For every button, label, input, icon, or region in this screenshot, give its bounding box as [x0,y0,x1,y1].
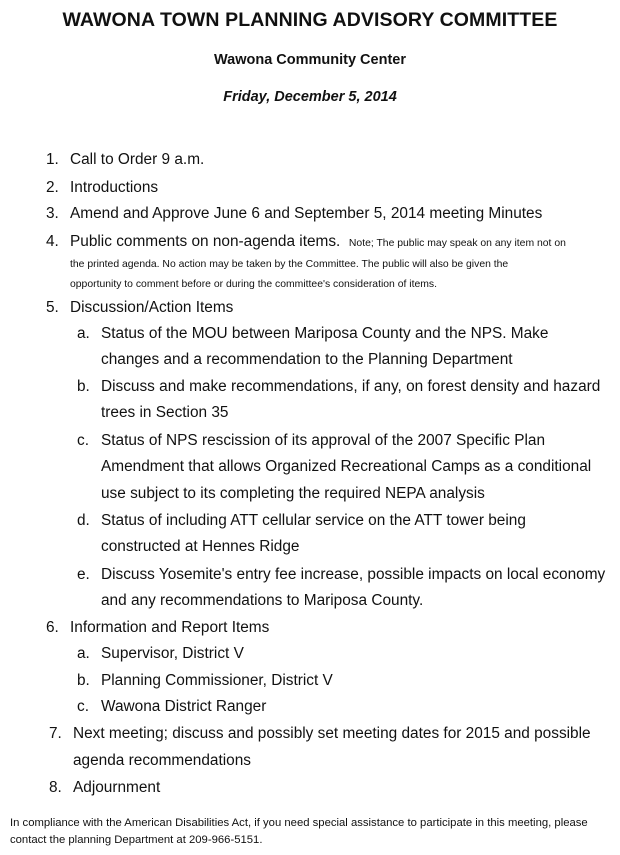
report-item-supervisor: Supervisor, District V [101,645,244,662]
discussion-item-nps-rescission-line-2: Amendment that allows Organized Recreational Camps as a conditional [101,458,592,475]
agenda-item-next-meeting-line-2: agenda recommendations [73,752,251,769]
item-number: 8. [49,779,62,796]
agenda-item-introductions: Introductions [70,179,159,196]
ada-notice-contact: contact the planning Department at 209-966-5151. [10,834,263,846]
ada-notice: In compliance with the American Disabilities Act, if you need special assistance to participate in this meeting, please [10,817,588,829]
discussion-item-forest-line-2: trees in Section 35 [101,404,229,421]
sub-item-letter: d. [77,512,90,529]
public-comments-note: Note; The public may speak on any item not on [348,238,566,249]
agenda-item-call-to-order: Call to Order 9 a.m. [70,151,205,168]
sub-item-letter: c. [77,698,89,715]
agenda-item-public-comments [70,233,566,251]
agenda-item-information: Information and Report Items [70,619,270,636]
item-number: 1. [46,151,59,168]
sub-item-letter: a. [77,325,90,342]
item-number: 2. [46,179,59,196]
discussion-item-mou-line-2: changes and a recommendation to the Planning Department [101,351,513,368]
sub-item-letter: c. [77,432,89,449]
agenda-item-next-meeting: Next meeting; discuss and possibly set meeting dates for 2015 and possible [73,725,591,742]
agenda-item-discussion: Discussion/Action Items [70,299,234,316]
discussion-item-nps-rescission: Status of NPS rescission of its approval of the 2007 Specific Plan [101,432,545,449]
sub-item-letter: e. [77,566,90,583]
sub-item-letter: b. [77,378,90,395]
meeting-venue: Wawona Community Center [213,52,406,68]
agenda-item-approve-minutes: Amend and Approve June 6 and September 5, 2014 meeting Minutes [70,205,543,222]
public-comments-note-line-2: the printed agenda. No action may be taken by the Committee. The public will also be given the [70,259,509,270]
agenda-item-adjournment: Adjournment [73,779,161,796]
discussion-item-entry-fee: Discuss Yosemite's entry fee increase, possible impacts on local economy [101,566,606,583]
discussion-item-att-line-2: constructed at Hennes Ridge [101,538,300,555]
public-comments-title: Public comments on non-agenda items. [70,233,341,250]
public-comments-note-line-3: opportunity to comment before or during the committee's consideration of items. [70,279,437,290]
item-number: 7. [49,725,62,742]
page-title: WAWONA TOWN PLANNING ADVISORY COMMITTEE [62,9,558,31]
meeting-date: Friday, December 5, 2014 [223,89,397,105]
report-item-district-ranger: Wawona District Ranger [101,698,267,715]
item-number: 5. [46,299,59,316]
discussion-item-forest: Discuss and make recommendations, if any, on forest density and hazard [101,378,601,395]
item-number: 4. [46,233,59,250]
sub-item-letter: b. [77,672,90,689]
item-number: 3. [46,205,59,222]
report-item-planning-commissioner: Planning Commissioner, District V [101,672,333,689]
item-number: 6. [46,619,59,636]
sub-item-letter: a. [77,645,90,662]
discussion-item-nps-rescission-line-3: use subject to its completing the required NEPA analysis [101,485,485,502]
discussion-item-att: Status of including ATT cellular service on the ATT tower being [101,512,526,529]
discussion-item-mou: Status of the MOU between Mariposa County and the NPS. Make [101,325,549,342]
discussion-item-entry-fee-line-2: and any recommendations to Mariposa County. [101,592,424,609]
